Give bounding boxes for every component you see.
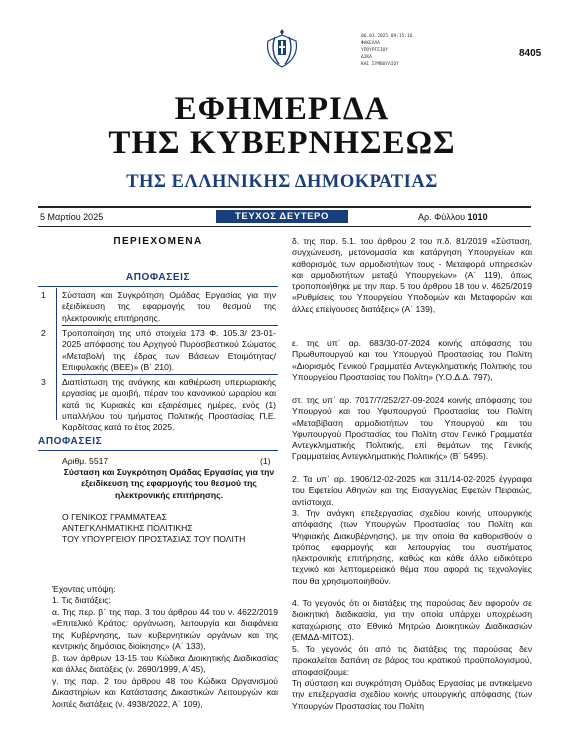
header-rule — [38, 206, 531, 208]
meta-line: ΦΑΚΕΛΛΑ — [361, 41, 380, 46]
paragraph: γ. της παρ. 2 του άρθρου 48 του Κώδικα Οργανισμού Δικαστηρίων και Κατάστασης Δικαστικών Λειτουργών και λοιπές διατάξεις (ν. 4938/2022, Α΄ 109), — [52, 676, 278, 709]
toc-item-text: Σύσταση και Συγκρότηση Ομάδας Εργασίας για την εξειδίκευση της εφαρμογής του θεσμού της ηλεκτρονικής επιτήρησης. — [62, 290, 276, 323]
decisions-rule — [38, 450, 278, 451]
signatory-line: Ο ΓΕΝΙΚΟΣ ΓΡΑΜΜΑΤΕΑΣ — [62, 512, 167, 522]
sheet-value: 1010 — [467, 212, 488, 222]
paragraph: 2. Τα υπ΄ αρ. 1906/12-02-2025 και 311/14-02-2025 έγγραφα του Εφετείου Αθηνών και της Εισαγγελίας Εφετών Πειραιώς, αντίστοιχα. — [292, 474, 532, 507]
paragraph: α. Της περ. β΄ της παρ. 3 του άρθρου 44 του ν. 4622/2019 «Επιτελικό Κράτος: οργάνωση, λειτουργία και διαφάνεια της Κυβέρνησης, των κυβερνητικών οργάνων και της κεντρικής δημόσιας διοίκησης» (Α΄ 133), — [52, 607, 278, 651]
toc-item-text: Τροποποίηση της υπό στοιχεία 173 Φ. 105.3/ 23-01-2025 απόφασης του Αρχηγού Πυροσβεστικού Σώματος «Μεταβολή της έδρας των Βάσεων Ετοιμότητας/Επιφυλακής (ΒΕΕ)» (Β΄ 210). — [62, 328, 276, 372]
paragraph: ε. της υπ΄ αρ. 683/30-07-2024 κοινής απόφασης του Πρωθυπουργού και του Υπουργού Προστασίας του Πολίτη «Διορισμός Γενικού Γραμματέα Αντεγκληματικής Πολιτικής του Υπουργείου Προστασίας του Πολίτη» (Υ.Ο.Δ.Δ. 797), — [292, 338, 532, 382]
toc-section-heading: ΑΠΟΦΑΣΕΙΣ — [125, 272, 191, 283]
paragraph: 1. Τις διατάξεις: — [52, 595, 111, 605]
paragraph: Έχοντας υπόψη: — [52, 584, 116, 594]
meta-line: ΥΠΟΥΡΓΕΙΟΥ — [361, 48, 389, 53]
meta-line: ΚΑΙ ΣΥΜΒΟΥΛΙΟΥ — [361, 62, 399, 67]
sheet-label: Αρ. Φύλλου — [418, 212, 466, 222]
sheet-number — [418, 212, 488, 222]
toc-item-number: 2 — [41, 328, 46, 338]
decision-ref: (1) — [260, 456, 271, 466]
decision-title: Σύσταση και Συγκρότηση Ομάδας Εργασίας για την εξειδίκευση της εφαρμογής του θεσμού της ηλεκτρονικής επιτήρησης. — [63, 467, 275, 500]
issue-date: 5 Μαρτίου 2025 — [40, 212, 104, 222]
paragraph: 3. Την ανάγκη επεξεργασίας σχεδίου κοινής υπουργικής απόφασης (των Υπουργών Προστασίας του Πολίτη και Ψηφιακής Διακυβέρνησης), με την οποία θα καθορισθούν ο τρόπος εφαρμογής και λειτουργίας του συστήματος ηλεκτρονικής επιτήρησης, καθώς και κάθε άλλο ειδικότερο τεχνικό και λεπτομερειακό θέμα που αφορά τις τεχνολογίες που θα χρησιμοποιηθούν. — [292, 508, 532, 586]
paragraph: δ. της παρ. 5.1. του άρθρου 2 του π.δ. 81/2019 «Σύσταση, συγχώνευση, μετονομασία και κατάργηση Υπουργείων και καθορισμός των αρμοδιοτήτων τους - Μεταφορά υπηρεσιών και αρμοδιοτήτων μεταξύ Υπουργείων» (Α΄ 119), όπως τροποποιήθηκε με την παρ. 5 του άρθρου 18 του ν. 4625/2019 «Ρυθμίσεις του Υπουργείου Υποδομών και Μεταφορών και άλλες επείγουσες διατάξεις» (Α΄ 139), — [292, 236, 532, 314]
toc-item-text: Διαπίστωση της ανάγκης και καθιέρωση υπερωριακής εργασίας με αμοιβή, πέραν του κανονικού ωραρίου και κατά τις Κυριακές και εξαιρέσιμες ημέρες, ενός (1) υπαλλήλου του τμήματος Πολιτικής Προστασίας Π.Ε. Καρδίτσας κατά το έτος 2025. — [62, 377, 276, 433]
toc-item-number: 3 — [41, 377, 46, 387]
toc-section-rule — [38, 286, 278, 287]
issue-badge: ΤΕΥΧΟΣ ΔΕΥΤΕΡΟ — [216, 210, 348, 223]
meta-line: 06.03.2025 09:15:16 — [361, 34, 413, 39]
paragraph: 5. Το γεγονός ότι από τις διατάξεις της παρούσας δεν προκαλείται δαπάνη σε βάρος του κρατικού προϋπολογισμού, αποφασίζουμε: — [292, 644, 532, 677]
gazette-subtitle: ΤΗΣ ΕΛΛΗΝΙΚΗΣ ΔΗΜΟΚΡΑΤΙΑΣ — [126, 172, 438, 192]
signatory-line: ΤΟΥ ΥΠΟΥΡΓΕΙΟΥ ΠΡΟΣΤΑΣΙΑΣ ΤΟΥ ΠΟΛΙΤΗ — [62, 534, 246, 544]
gazette-title-line1: ΕΦΗΜΕΡΙΔΑ — [174, 91, 390, 127]
toc-separator — [62, 374, 278, 375]
toc-vertical-rule — [56, 288, 57, 420]
gazette-title-line2: ΤΗΣ ΚΥΒΕΡΝΗΣΕΩΣ — [108, 125, 456, 161]
toc-heading: ΠΕΡΙΕΧΟΜΕΝΑ — [113, 236, 203, 247]
signatory-block — [62, 512, 278, 545]
decision-number: Αριθμ. 5517 — [62, 456, 109, 466]
greek-coat-of-arms-icon — [264, 27, 300, 71]
signatory-line: ΑΝΤΕΓΚΛΗΜΑΤΙΚΗΣ ΠΟΛΙΤΙΚΗΣ — [62, 523, 193, 533]
document-meta — [361, 33, 412, 68]
paragraph: β. των άρθρων 13-15 του Κώδικα Διοικητικής Διαδικασίας και άλλες διατάξεις (ν. 2690/1999, Α΄45), — [52, 653, 278, 675]
toc-item-number: 1 — [41, 290, 46, 300]
paragraph: 4. Το γεγονός ότι οι διατάξεις της παρούσας δεν αφορούν σε διοικητική διαδικασία, για την οποία υπάρχει υποχρέωση καταχώρισης στο Εθνικό Μητρώο Διοικητικών Διαδικασιών (ΕΜΔΔ-ΜΙΤΟΣ). — [292, 598, 532, 642]
page-number: 8405 — [519, 48, 542, 59]
paragraph: Τη σύσταση και συγκρότηση Ομάδας Εργασίας με αντικείμενο την επεξεργασία σχεδίου κοινής υπουργικής απόφασης (των Υπουργών Προστασίας του Πολίτη — [292, 678, 532, 711]
meta-line: ΔΙΚΑ — [361, 55, 372, 60]
header-rule-bottom — [38, 226, 531, 227]
decisions-heading: ΑΠΟΦΑΣΕΙΣ — [38, 436, 103, 447]
toc-separator — [62, 325, 278, 326]
paragraph: στ. της υπ΄ αρ. 7017/7/252/27-09-2024 κοινής απόφασης του Υπουργού και του Υφυπουργού Προστασίας του Πολίτη «Μεταβίβαση αρμοδιοτήτων του Υπουργού και του Υφυπουργού Προστασίας του Πολίτη στον Γενικό Γραμματέα Αντεγκληματικής Πολιτικής, επί θεμάτων της Γενικής Γραμματείας Αντεγκληματικής Πολιτικής» (Β΄ 5495). — [292, 395, 532, 462]
